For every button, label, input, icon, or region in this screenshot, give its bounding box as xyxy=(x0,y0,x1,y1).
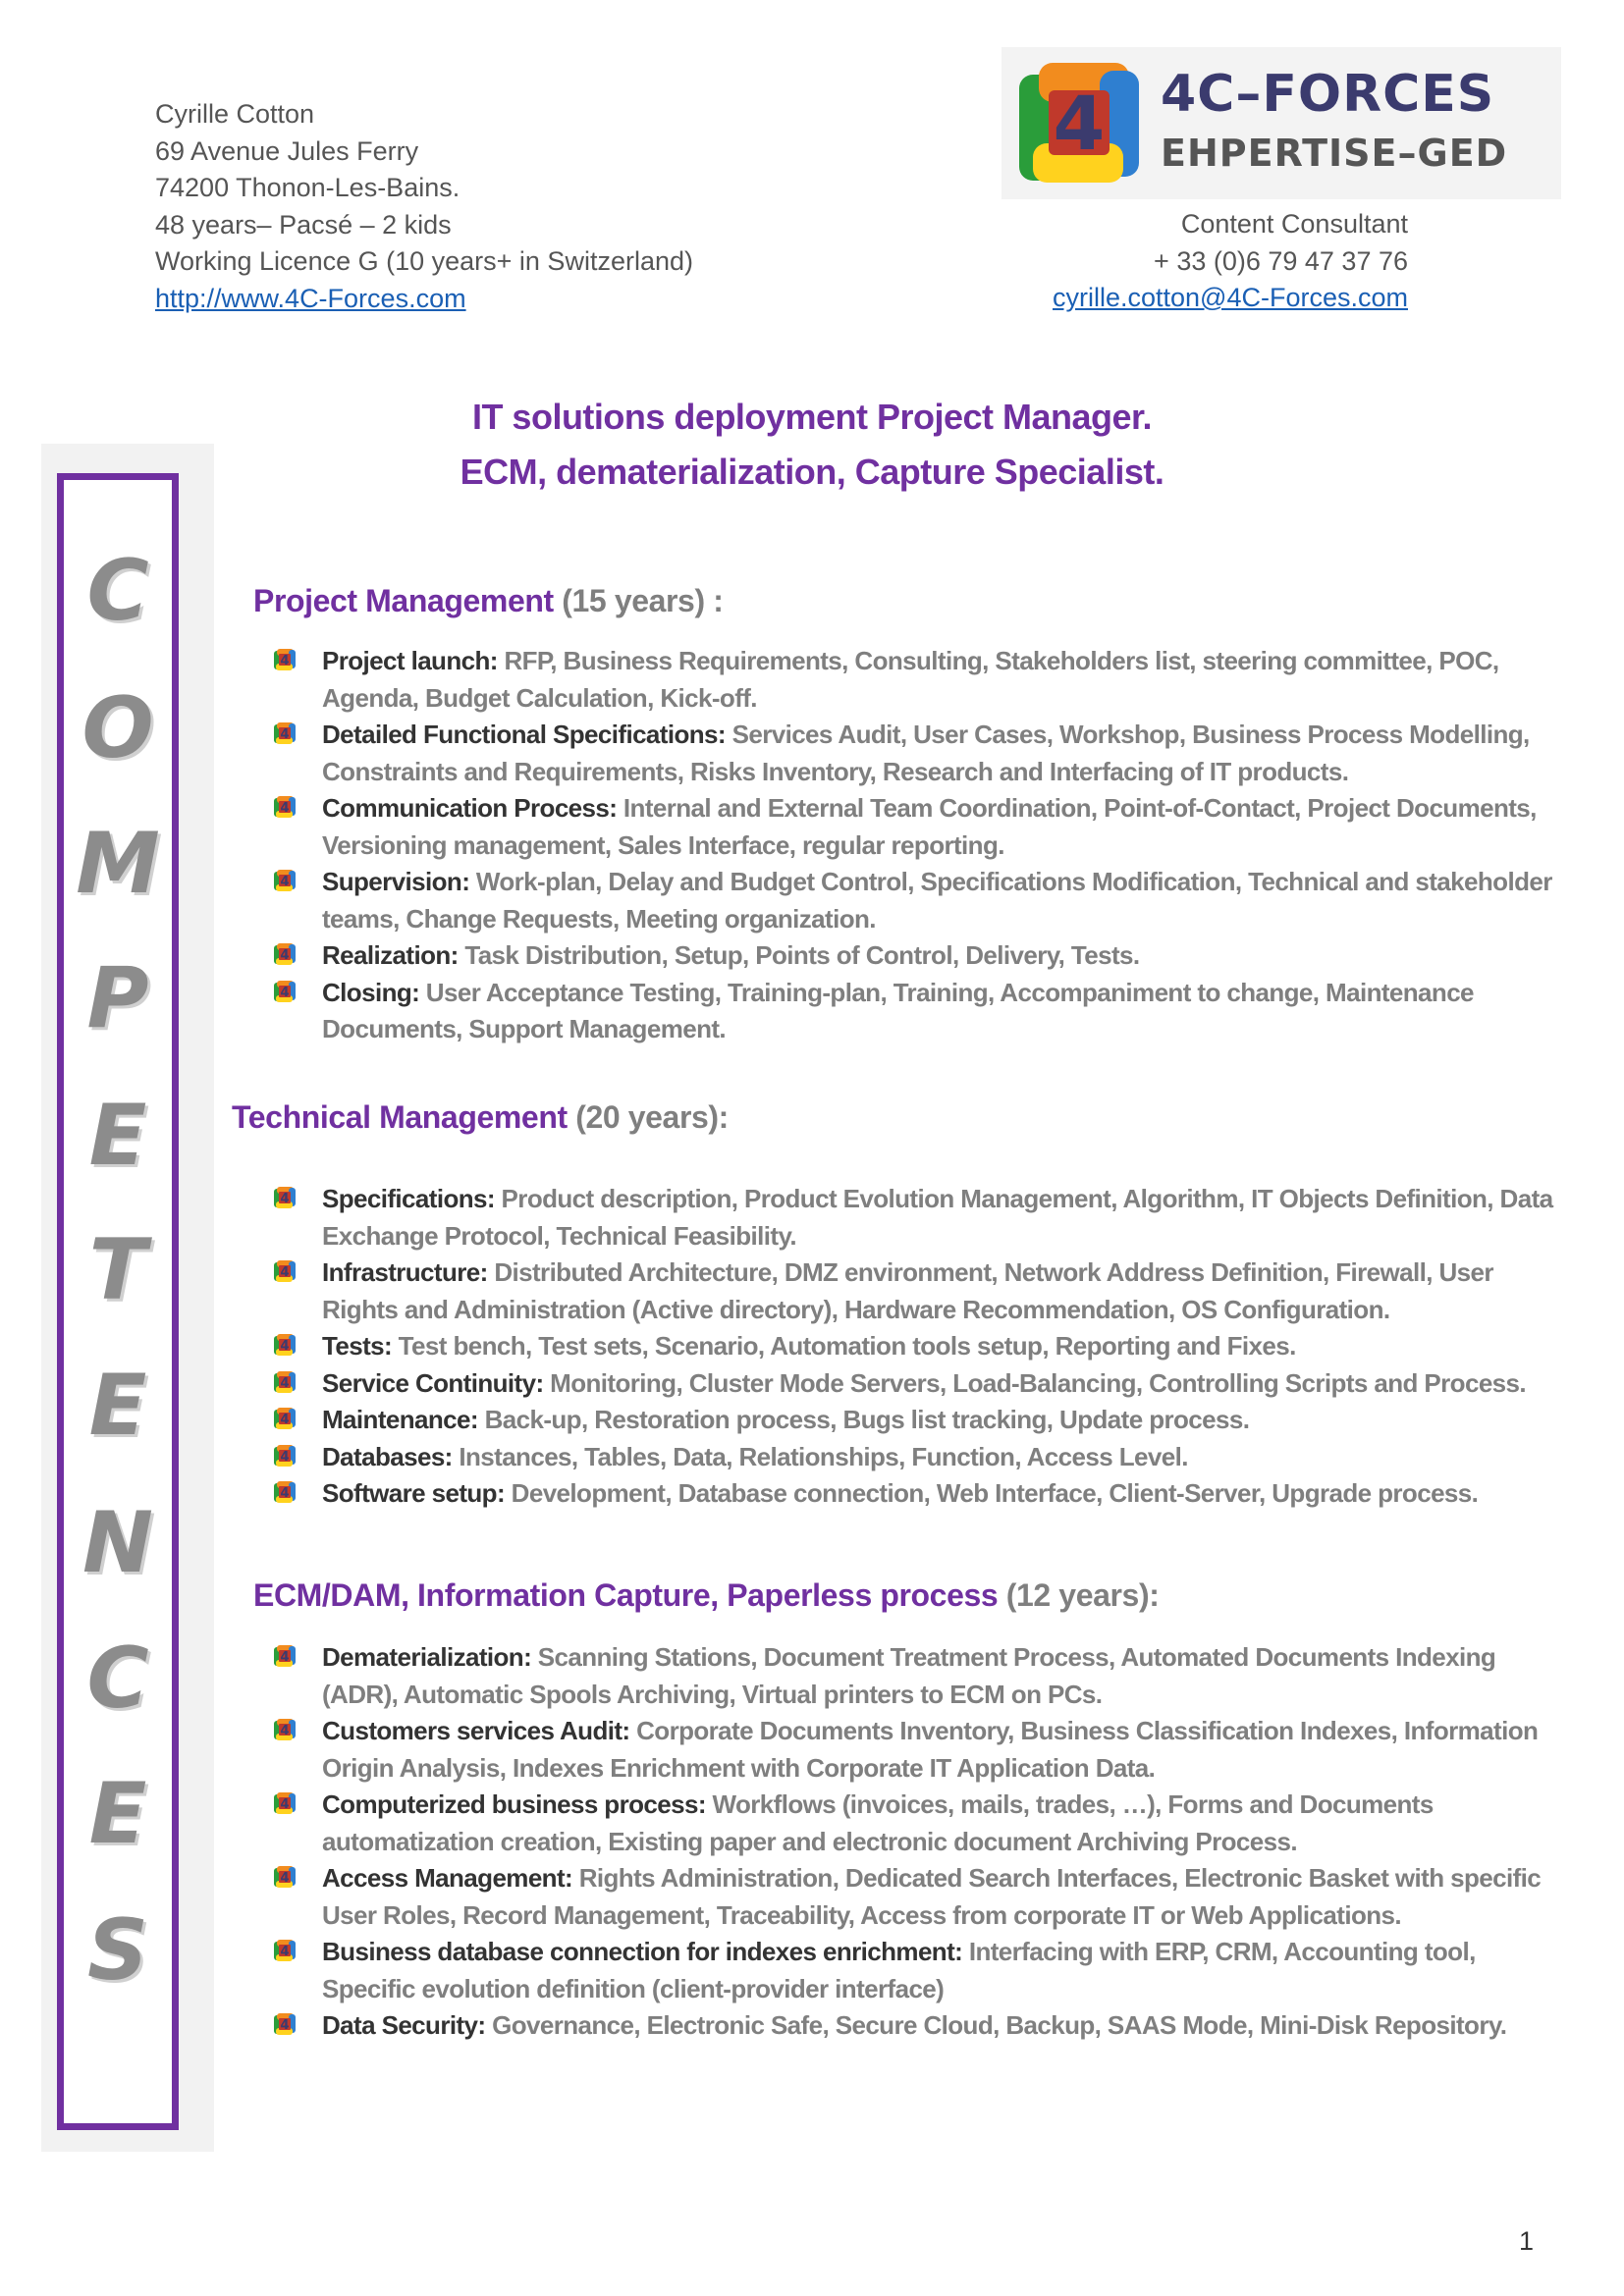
sidebar-letter: C xyxy=(86,542,149,640)
bullet-logo-icon xyxy=(273,721,297,745)
bullet-logo-icon xyxy=(273,1259,297,1283)
work-licence: Working Licence G (10 years+ in Switzerland) xyxy=(155,246,693,276)
bullet-logo-icon xyxy=(273,1407,297,1430)
item-label: Project launch: xyxy=(322,646,498,675)
item-text xyxy=(322,1639,1559,1713)
item-description: Distributed Architecture, DMZ environment, Network Address Definition, Firewall, User Rights and Administration (Active directory), Hardware Recommendation, OS Configuration. xyxy=(322,1257,1493,1324)
section-title: ECM/DAM, Information Capture, Paperless process xyxy=(253,1577,999,1613)
svg-text:4: 4 xyxy=(280,654,290,668)
item-description: RFP, Business Requirements, Consulting, Stakeholders list, steering committee, POC, Agenda, Budget Calculation, Kick-off. xyxy=(322,646,1499,713)
contact-block xyxy=(155,96,693,317)
item-description: Scanning Stations, Document Treatment Process, Automated Documents Indexing (ADR), Automatic Spools Archiving, Virtual printers to ECM on PCs. xyxy=(322,1642,1496,1709)
item-text xyxy=(322,717,1559,790)
sidebar-letter: P xyxy=(86,949,149,1047)
sidebar-letter: M xyxy=(76,815,160,913)
item-label: Tests: xyxy=(322,1331,393,1361)
bullet-logo-icon xyxy=(273,648,297,671)
item-label: Supervision: xyxy=(322,867,470,896)
svg-text:4: 4 xyxy=(280,1871,290,1886)
item-label: Business database connection for indexes enrichment: xyxy=(322,1937,963,1966)
item-text xyxy=(322,1475,1559,1513)
item-label: Customers services Audit: xyxy=(322,1716,630,1745)
item-label: Access Management: xyxy=(322,1863,573,1893)
bullet-logo-icon xyxy=(273,1865,297,1889)
bullet-logo-icon xyxy=(273,1186,297,1209)
logo-title: 4C–FORCES xyxy=(1161,65,1495,124)
svg-text:4: 4 xyxy=(280,1650,290,1665)
section-years: (15 years) : xyxy=(553,583,724,618)
logo-subtitle: EHPERTISE–GED xyxy=(1161,132,1508,175)
item-text xyxy=(322,1328,1559,1365)
main-title-line-2: ECM, dematerialization, Capture Specialist. xyxy=(460,452,1164,492)
page-number: 1 xyxy=(1518,2226,1534,2256)
bullet-logo-icon xyxy=(273,1480,297,1504)
item-text xyxy=(322,975,1559,1048)
svg-text:4: 4 xyxy=(280,985,290,1000)
item-label: Data Security: xyxy=(322,2010,486,2040)
role-block xyxy=(1053,206,1408,317)
bullet-logo-icon xyxy=(273,980,297,1003)
sidebar-letter: T xyxy=(88,1221,147,1319)
item-text xyxy=(322,937,1559,975)
svg-text:4: 4 xyxy=(280,1724,290,1738)
item-text xyxy=(322,1860,1559,1934)
phone-number: + 33 (0)6 79 47 37 76 xyxy=(1154,245,1408,276)
bullet-logo-icon xyxy=(273,869,297,892)
company-logo xyxy=(1001,47,1561,199)
logo-mark-icon xyxy=(1013,57,1146,189)
item-label: Closing: xyxy=(322,977,420,1007)
item-description: Workflows (invoices, mails, trades, …), Forms and Documents automatization creation, Existing paper and electronic document Archiving Process. xyxy=(322,1789,1434,1856)
svg-text:4: 4 xyxy=(280,948,290,963)
item-label: Computerized business process: xyxy=(322,1789,706,1819)
svg-text:4: 4 xyxy=(280,1192,290,1206)
bullet-logo-icon xyxy=(273,1370,297,1394)
svg-text:4: 4 xyxy=(280,1413,290,1427)
item-description: Interfacing with ERP, CRM, Accounting tool, Specific evolution definition (client-provider interface) xyxy=(322,1937,1476,2003)
svg-text:4: 4 xyxy=(280,1945,290,1959)
item-text xyxy=(322,1365,1559,1403)
item-label: Dematerialization: xyxy=(322,1642,532,1672)
sidebar-letter: N xyxy=(82,1494,153,1592)
sidebar-letter: E xyxy=(88,1765,147,1863)
item-description: Test bench, Test sets, Scenario, Automation tools setup, Reporting and Fixes. xyxy=(392,1331,1296,1361)
bullet-logo-icon xyxy=(273,1791,297,1815)
item-description: User Acceptance Testing, Training-plan, Training, Accompaniment to change, Maintenance Documents, Support Management. xyxy=(322,977,1474,1043)
bullet-logo-icon xyxy=(273,2012,297,2036)
item-text xyxy=(322,643,1559,717)
section-title: Project Management xyxy=(253,583,554,618)
item-label: Realization: xyxy=(322,940,459,970)
bullet-logo-icon xyxy=(273,1718,297,1741)
website-link[interactable]: http://www.4C-Forces.com xyxy=(155,283,466,313)
item-label: Databases: xyxy=(322,1441,453,1471)
item-label: Service Continuity: xyxy=(322,1367,544,1398)
item-description: Internal and External Team Coordination, Point-of-Contact, Project Documents, Versioning management, Sales Interface, regular reporting. xyxy=(322,793,1537,860)
main-title-line-1: IT solutions deployment Project Manager. xyxy=(471,397,1153,437)
street-address: 69 Avenue Jules Ferry xyxy=(155,135,419,166)
section-heading-project-management xyxy=(253,583,723,619)
section-heading-ecm-dam xyxy=(253,1577,1159,1614)
bullet-logo-icon xyxy=(273,1939,297,1962)
bullet-logo-icon xyxy=(273,1444,297,1468)
bullet-logo-icon xyxy=(273,795,297,819)
name: Cyrille Cotton xyxy=(155,99,315,129)
item-description: Development, Database connection, Web Interface, Client-Server, Upgrade process. xyxy=(505,1478,1479,1508)
item-label: Detailed Functional Specifications: xyxy=(322,720,726,749)
sidebar-letter: E xyxy=(88,1357,147,1455)
bullet-logo-icon xyxy=(273,1644,297,1668)
email-link[interactable]: cyrille.cotton@4C-Forces.com xyxy=(1053,283,1408,312)
svg-text:4: 4 xyxy=(280,801,290,816)
item-label: Software setup: xyxy=(322,1478,506,1508)
item-description: Rights Administration, Dedicated Search Interfaces, Electronic Basket with specific User Roles, Record Management, Traceability, Access from corporate IT or Web Applications. xyxy=(322,1863,1542,1930)
svg-text:4: 4 xyxy=(280,727,290,742)
item-text xyxy=(322,1713,1559,1787)
item-text xyxy=(322,2007,1559,2045)
bullet-logo-icon xyxy=(273,942,297,966)
svg-text:4: 4 xyxy=(280,1265,290,1280)
svg-text:4: 4 xyxy=(280,1375,290,1391)
section-years: (20 years): xyxy=(567,1099,729,1135)
item-label: Specifications: xyxy=(322,1184,495,1213)
item-text xyxy=(322,1934,1559,2007)
sidebar-letter: E xyxy=(88,1087,147,1185)
role-title: Content Consultant xyxy=(1180,209,1408,239)
svg-text:4: 4 xyxy=(280,1797,290,1812)
item-text xyxy=(322,1402,1559,1439)
personal-info: 48 years– Pacsé – 2 kids xyxy=(155,209,452,240)
sidebar-letter: O xyxy=(81,679,154,777)
competences-sidebar xyxy=(57,473,179,2130)
item-description: Instances, Tables, Data, Relationships, Function, Access Level. xyxy=(452,1441,1188,1471)
city-address: 74200 Thonon-Les-Bains. xyxy=(155,173,460,202)
item-label: Maintenance: xyxy=(322,1405,478,1434)
svg-text:4: 4 xyxy=(280,1339,290,1354)
svg-text:4: 4 xyxy=(280,1449,290,1465)
sidebar-letter: S xyxy=(87,1901,148,2000)
item-text xyxy=(322,1439,1559,1476)
section-years: (12 years): xyxy=(998,1577,1160,1613)
svg-text:4: 4 xyxy=(280,875,290,889)
item-description: Governance, Electronic Safe, Secure Cloud, Backup, SAAS Mode, Mini-Disk Repository. xyxy=(485,2010,1507,2040)
sidebar-letter: C xyxy=(86,1629,149,1728)
item-text xyxy=(322,1255,1559,1328)
item-description: Monitoring, Cluster Mode Servers, Load-Balancing, Controlling Scripts and Process. xyxy=(543,1367,1527,1398)
section-heading-technical-management xyxy=(232,1099,729,1136)
svg-text:4: 4 xyxy=(280,1486,290,1501)
item-text xyxy=(322,1181,1559,1255)
section-title: Technical Management xyxy=(232,1099,568,1135)
svg-text:4: 4 xyxy=(280,2018,290,2033)
item-label: Infrastructure: xyxy=(322,1257,488,1287)
item-description: Back-up, Restoration process, Bugs list tracking, Update process. xyxy=(477,1405,1250,1434)
item-text xyxy=(322,864,1559,937)
item-description: Product description, Product Evolution Management, Algorithm, IT Objects Definition, Data Exchange Protocol, Technical Feasibility. xyxy=(322,1184,1553,1251)
item-description: Corporate Documents Inventory, Business Classification Indexes, Information Origin Analysis, Indexes Enrichment with Corporate IT Application Data. xyxy=(322,1716,1539,1783)
item-text xyxy=(322,1787,1559,1860)
bullet-logo-icon xyxy=(273,1333,297,1357)
item-description: Services Audit, User Cases, Workshop, Business Process Modelling, Constraints and Requirements, Risks Inventory, Research and Interfacing of IT products. xyxy=(322,720,1530,786)
item-label: Communication Process: xyxy=(322,793,618,823)
logo-mark-text: 4 xyxy=(1053,80,1106,167)
item-description: Task Distribution, Setup, Points of Control, Delivery, Tests. xyxy=(458,940,1140,970)
item-text xyxy=(322,790,1559,864)
item-description: Work-plan, Delay and Budget Control, Specifications Modification, Technical and stakeholder teams, Change Requests, Meeting organization. xyxy=(322,867,1552,934)
